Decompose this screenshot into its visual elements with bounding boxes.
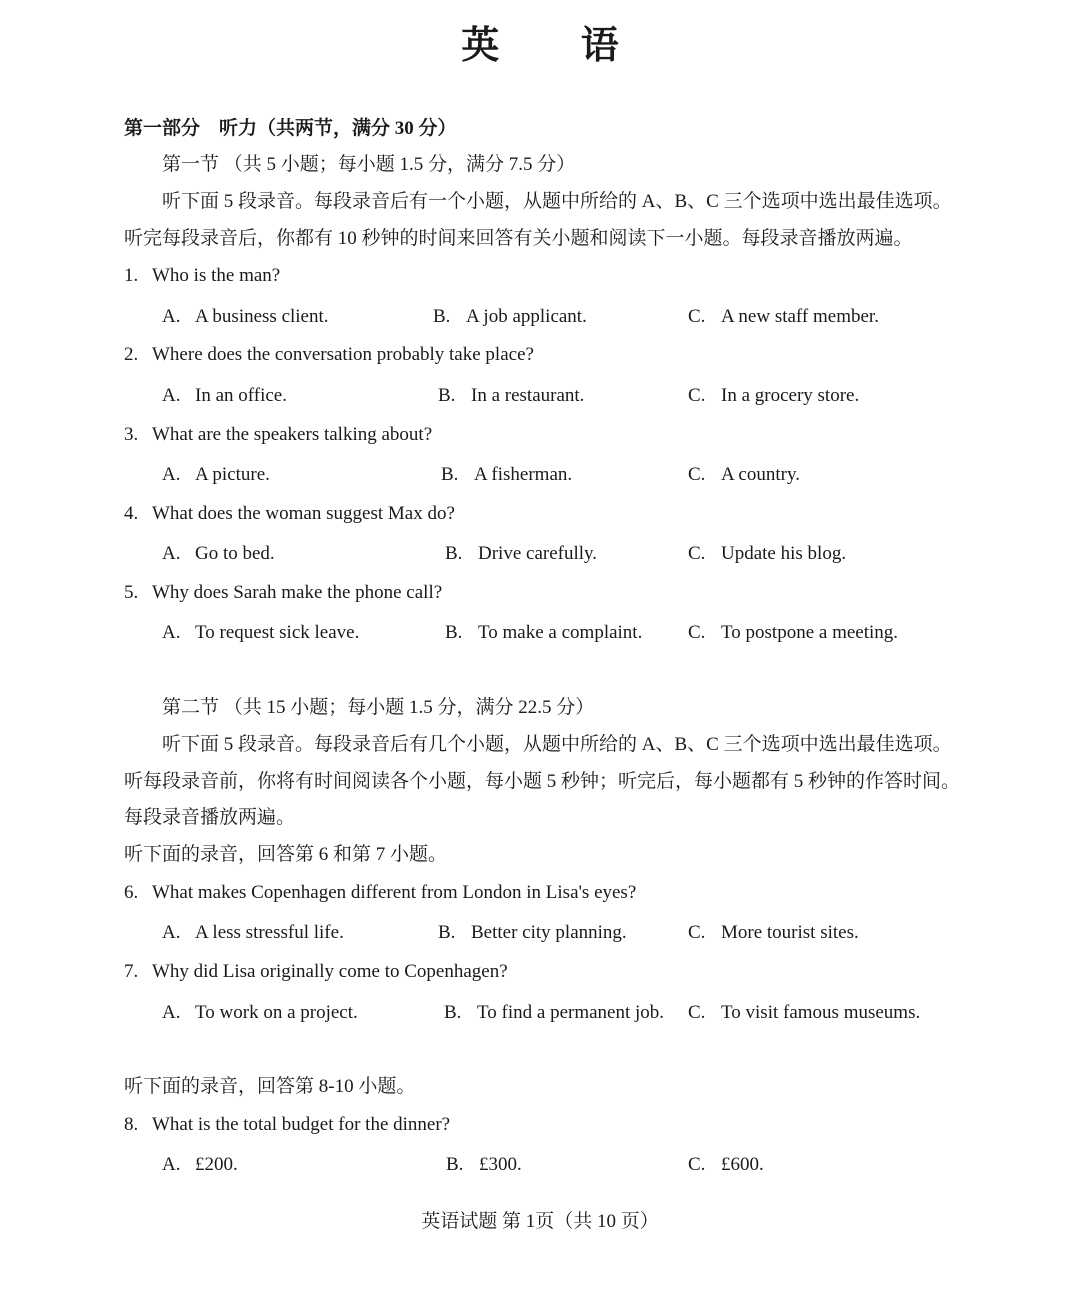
option-a: [162, 384, 287, 408]
option-c: [688, 463, 800, 487]
option-c: [688, 542, 846, 566]
question-stem: [124, 1113, 450, 1137]
option-a: [162, 921, 344, 945]
option-letter: A.: [162, 543, 181, 564]
option-text: £600.: [721, 1154, 764, 1175]
section2-heading: 第二节 （共 15 小题；每小题 1.5 分，满分 22.5 分）: [162, 697, 595, 718]
option-b: [433, 305, 587, 329]
option-b: [444, 1001, 664, 1025]
option-a: [162, 542, 275, 566]
option-letter: C.: [688, 385, 706, 406]
option-text: Update his blog.: [721, 543, 847, 564]
option-b: [441, 463, 572, 487]
option-text: Go to bed.: [195, 543, 275, 564]
option-b: [438, 921, 627, 945]
question-number: 7.: [124, 961, 139, 982]
option-letter: C.: [688, 543, 706, 564]
option-text: Better city planning.: [471, 922, 627, 943]
option-c: [688, 921, 859, 945]
option-letter: C.: [688, 1002, 706, 1023]
question-number: 2.: [124, 344, 139, 365]
option-a: [162, 1001, 358, 1025]
option-letter: B.: [445, 622, 463, 643]
option-text: £300.: [479, 1154, 522, 1175]
option-letter: A.: [162, 306, 181, 327]
question-text: Why did Lisa originally come to Copenhagen?: [152, 961, 508, 982]
option-letter: C.: [688, 922, 706, 943]
option-a: [162, 305, 329, 329]
section2-instruction: 听下面 5 段录音。每段录音后有几个小题，从题中所给的 A、B、C 三个选项中选出最佳选项。: [162, 734, 952, 755]
option-letter: C.: [688, 622, 706, 643]
section2-instruction: 每段录音播放两遍。: [124, 807, 296, 828]
option-letter: C.: [688, 1154, 706, 1175]
option-c: [688, 1153, 764, 1177]
option-text: A country.: [721, 464, 800, 485]
option-b: [446, 1153, 522, 1177]
question-number: 3.: [124, 424, 139, 445]
question-stem: [124, 502, 455, 526]
question-number: 4.: [124, 503, 139, 524]
option-text: To make a complaint.: [478, 622, 643, 643]
option-text: To postpone a meeting.: [721, 622, 899, 643]
question-text: Why does Sarah make the phone call?: [152, 582, 443, 603]
option-b: [445, 621, 642, 645]
option-c: [688, 1001, 920, 1025]
option-letter: B.: [438, 922, 456, 943]
page-title: 英 语: [461, 25, 655, 67]
section2-instruction: 听每段录音前，你将有时间阅读各个小题，每小题 5 秒钟；听完后，每小题都有 5 秒钟的作答时间。: [124, 771, 961, 792]
question-text: What are the speakers talking about?: [152, 424, 433, 445]
question-number: 8.: [124, 1114, 139, 1135]
part1-heading: 第一部分 听力（共两节，满分 30 分）: [124, 118, 457, 139]
section1-heading: 第一节 （共 5 小题；每小题 1.5 分，满分 7.5 分）: [162, 154, 576, 175]
option-c: [688, 384, 859, 408]
group-prompt: 听下面的录音，回答第 8-10 小题。: [124, 1076, 416, 1097]
option-letter: A.: [162, 1154, 181, 1175]
option-b: [445, 542, 597, 566]
question-text: Where does the conversation probably take place?: [152, 344, 534, 365]
option-letter: B.: [433, 306, 451, 327]
question-number: 5.: [124, 582, 139, 603]
question-text: What is the total budget for the dinner?: [152, 1114, 451, 1135]
question-stem: [124, 343, 534, 367]
option-text: Drive carefully.: [478, 543, 598, 564]
option-c: [688, 621, 898, 645]
option-text: More tourist sites.: [721, 922, 859, 943]
question-stem: [124, 881, 636, 905]
option-text: To find a permanent job.: [477, 1002, 665, 1023]
option-letter: A.: [162, 1002, 181, 1023]
option-text: A picture.: [195, 464, 270, 485]
option-text: A less stressful life.: [195, 922, 344, 943]
option-text: To work on a project.: [195, 1002, 358, 1023]
section1-instruction: 听下面 5 段录音。每段录音后有一个小题，从题中所给的 A、B、C 三个选项中选出最佳选项。: [162, 191, 952, 212]
option-letter: B.: [445, 543, 463, 564]
option-b: [438, 384, 584, 408]
option-text: A business client.: [195, 306, 329, 327]
option-letter: C.: [688, 464, 706, 485]
section1-instruction: 听完每段录音后，你都有 10 秒钟的时间来回答有关小题和阅读下一小题。每段录音播放两遍。: [124, 228, 913, 249]
question-stem: [124, 960, 508, 984]
question-stem: [124, 581, 442, 605]
question-text: What makes Copenhagen different from London in Lisa's eyes?: [152, 882, 637, 903]
option-letter: C.: [688, 306, 706, 327]
option-c: [688, 305, 879, 329]
option-text: To request sick leave.: [195, 622, 360, 643]
option-text: A new staff member.: [721, 306, 879, 327]
question-text: What does the woman suggest Max do?: [152, 503, 455, 524]
question-text: Who is the man?: [152, 265, 281, 286]
option-a: [162, 1153, 238, 1177]
option-a: [162, 463, 270, 487]
option-letter: B.: [444, 1002, 462, 1023]
question-number: 6.: [124, 882, 139, 903]
page-footer: 英语试题 第 1页（共 10 页）: [421, 1211, 659, 1232]
option-text: In a grocery store.: [721, 385, 860, 406]
option-letter: A.: [162, 464, 181, 485]
option-letter: B.: [441, 464, 459, 485]
option-text: A job applicant.: [466, 306, 587, 327]
option-a: [162, 621, 359, 645]
option-text: In an office.: [195, 385, 287, 406]
question-stem: [124, 423, 432, 447]
question-stem: [124, 264, 280, 288]
option-letter: A.: [162, 922, 181, 943]
question-number: 1.: [124, 265, 139, 286]
option-letter: A.: [162, 385, 181, 406]
group-prompt: 听下面的录音，回答第 6 和第 7 小题。: [124, 844, 448, 865]
option-text: To visit famous museums.: [721, 1002, 921, 1023]
option-letter: B.: [438, 385, 456, 406]
option-text: A fisherman.: [474, 464, 573, 485]
option-letter: B.: [446, 1154, 464, 1175]
option-letter: A.: [162, 622, 181, 643]
option-text: £200.: [195, 1154, 238, 1175]
option-text: In a restaurant.: [471, 385, 585, 406]
